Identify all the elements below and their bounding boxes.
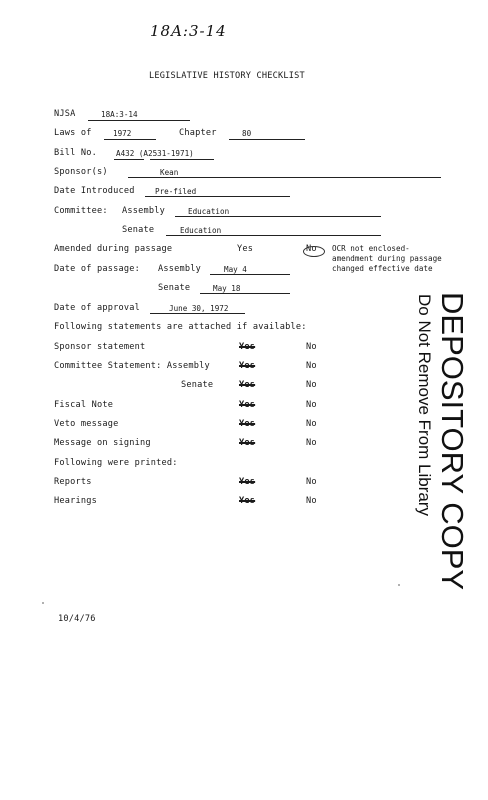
statement-no-fiscal-note: No [306,400,317,410]
amended-no: No [306,244,317,254]
date-introduced-value: Pre-filed [155,187,197,196]
passage-senate-value: May 18 [213,284,241,293]
statement-label-veto-message: Veto message [54,419,119,429]
committee-senate-value: Education [180,226,222,235]
amended-no-circle [303,246,325,257]
depository-copy-stamp: DEPOSITORY COPY [435,292,470,591]
footer-date: 10/4/76 [58,614,96,624]
statements-heading: Following statements are attached if available: [54,322,307,332]
passage-label: Date of passage: [54,264,140,274]
statement-label-message-on-signing: Message on signing [54,438,151,448]
statement-label-committee-assembly: Committee Statement: Assembly [54,361,210,371]
njsa-value: 18A:3-14 [101,110,138,119]
statement-label-fiscal-note: Fiscal Note [54,400,114,410]
statement-no-veto-message: No [306,419,317,429]
bill-label: Bill No. [54,148,97,158]
passage-assembly-value: May 4 [224,265,247,274]
chapter-underline [229,139,305,140]
chapter-value: 80 [242,129,252,138]
committee-label: Committee: [54,206,108,216]
sponsors-underline [128,177,441,178]
bill-underline [114,159,144,160]
printed-label-reports: Reports [54,477,92,487]
laws-underline [104,139,156,140]
amended-note-2: amendment during passage [332,254,442,263]
njsa-label: NJSA [54,109,76,119]
approval-underline [150,313,245,314]
statement-no-message-on-signing: No [306,438,317,448]
chapter-label: Chapter [179,128,217,138]
bill-value: A432 (A2531-1971) [116,149,194,158]
date-introduced-label: Date Introduced [54,186,135,196]
statement-yes-committee-senate: Yes [239,380,256,390]
statement-label-sponsor: Sponsor statement [54,342,146,352]
approval-label: Date of approval [54,303,140,313]
statement-no-committee-assembly: No [306,361,317,371]
statement-yes-committee-assembly: Yes [239,361,256,371]
committee-assembly-underline [175,216,381,217]
date-introduced-underline [145,196,290,197]
scan-speck [42,602,44,604]
amended-note-3: changed effective date [332,264,433,273]
printed-label-hearings: Hearings [54,496,97,506]
printed-yes-reports: Yes [239,477,256,487]
handwritten-statute-number: 18A:3-14 [150,22,227,40]
statement-yes-sponsor: Yes [239,342,256,352]
committee-senate-underline [166,235,381,236]
laws-year: 1972 [113,129,132,138]
printed-no-reports: No [306,477,317,487]
njsa-underline [88,120,190,121]
amended-note-1: OCR not enclosed- [332,244,410,253]
statement-no-sponsor: No [306,342,317,352]
committee-assembly-value: Education [188,207,230,216]
printed-yes-hearings: Yes [239,496,256,506]
laws-label: Laws of [54,128,92,138]
sponsors-label: Sponsor(s) [54,167,108,177]
amended-yes: Yes [237,244,254,254]
statement-yes-veto-message: Yes [239,419,256,429]
amended-label: Amended during passage [54,244,173,254]
do-not-remove-stamp: Do Not Remove From Library [415,294,434,517]
passage-assembly-label: Assembly [158,264,201,274]
page-title: LEGISLATIVE HISTORY CHECKLIST [149,71,305,81]
statement-no-committee-senate: No [306,380,317,390]
statement-yes-fiscal-note: Yes [239,400,256,410]
bill-underline-2 [150,159,214,160]
passage-senate-label: Senate [158,283,191,293]
passage-senate-underline [200,293,290,294]
approval-value: June 30, 1972 [169,304,229,313]
statement-label-committee-senate: Senate [181,380,214,390]
statement-yes-message-on-signing: Yes [239,438,256,448]
printed-no-hearings: No [306,496,317,506]
printed-heading: Following were printed: [54,458,178,468]
passage-assembly-underline [210,274,290,275]
committee-assembly-label: Assembly [122,206,165,216]
scan-speck [398,584,400,586]
sponsors-value: Kean [160,168,179,177]
committee-senate-label: Senate [122,225,155,235]
